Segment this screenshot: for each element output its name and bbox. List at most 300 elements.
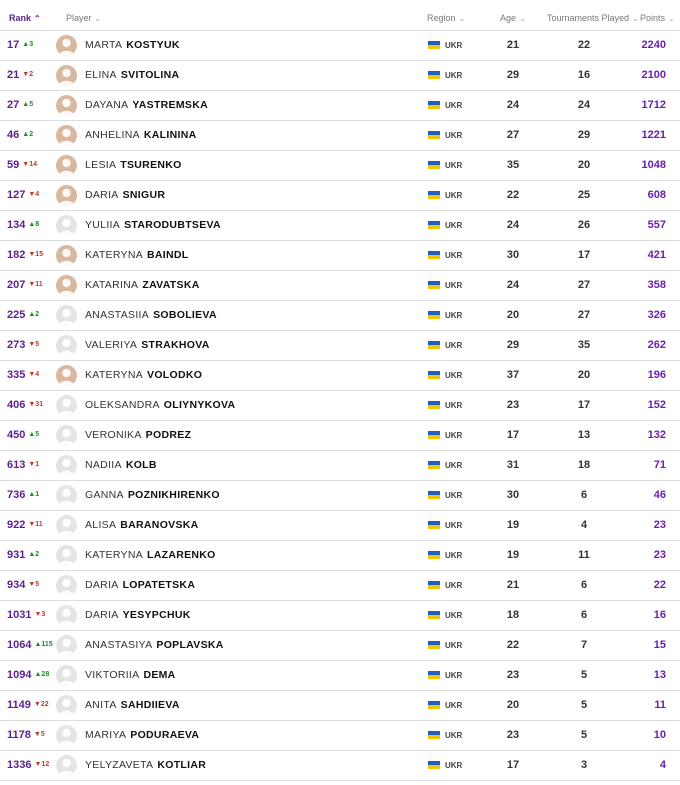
points-cell: 11 — [654, 699, 666, 711]
rank-move-value: 5 — [35, 581, 40, 588]
points-cell: 10 — [653, 729, 666, 741]
rank-move — [28, 581, 39, 588]
rank-move-value: 3 — [29, 41, 34, 48]
rank-move — [34, 761, 49, 768]
rank-cell — [7, 541, 39, 570]
player-last-name: VOLODKO — [147, 369, 203, 381]
region-code: UKR — [445, 371, 463, 380]
rank-value: 1336 — [7, 759, 32, 771]
player-last-name: PODREZ — [145, 429, 192, 441]
region-code: UKR — [445, 671, 463, 680]
rank-value: 450 — [7, 429, 26, 441]
rank-move — [22, 131, 33, 138]
player-name-link[interactable] — [85, 571, 195, 600]
rank-move-value: 1 — [35, 491, 40, 498]
player-name-link[interactable] — [85, 31, 180, 60]
points-cell: 4 — [659, 759, 666, 771]
avatar-silhouette-icon — [56, 125, 77, 146]
rank-cell — [7, 751, 49, 780]
header-region-sort[interactable] — [427, 0, 465, 30]
age-cell: 17 — [506, 429, 520, 441]
arrow-down-icon: ▼ — [28, 281, 36, 288]
rank-cell — [7, 601, 45, 630]
player-avatar[interactable] — [56, 35, 77, 56]
avatar-silhouette-icon — [56, 155, 77, 176]
player-last-name: POPLAVSKA — [156, 639, 224, 651]
avatar-silhouette-icon — [56, 65, 77, 86]
player-last-name: KOTLIAR — [157, 759, 207, 771]
points-cell: 152 — [647, 399, 666, 411]
rank-cell — [7, 331, 39, 360]
player-name-link[interactable] — [85, 721, 199, 750]
player-avatar[interactable] — [56, 335, 77, 356]
arrow-down-icon: ▼ — [22, 71, 30, 78]
rank-move-value: 15 — [35, 251, 44, 258]
player-last-name: TSURENKO — [120, 159, 182, 171]
rank-cell — [7, 151, 37, 180]
player-first-name: YELYZAVETA — [85, 759, 154, 771]
region-code: UKR — [445, 461, 463, 470]
player-first-name: ANITA — [85, 699, 117, 711]
rank-value: 1094 — [7, 669, 32, 681]
player-avatar[interactable] — [56, 755, 77, 776]
tournaments-cell: 3 — [580, 759, 588, 771]
age-cell: 22 — [506, 189, 520, 201]
player-last-name: KALININA — [143, 129, 197, 141]
avatar-silhouette-icon — [56, 665, 77, 686]
avatar-silhouette-icon — [56, 635, 77, 656]
player-first-name: ELINA — [85, 69, 117, 81]
table-row[interactable] — [0, 751, 680, 781]
player-name-link[interactable] — [85, 91, 208, 120]
header-rank-label: Rank — [9, 13, 32, 23]
region-code: UKR — [445, 161, 463, 170]
player-name-link[interactable] — [85, 271, 200, 300]
player-first-name: ANASTASIIA — [85, 309, 150, 321]
player-name-link[interactable] — [85, 391, 235, 420]
rank-cell — [7, 451, 39, 480]
player-name-link[interactable] — [85, 61, 179, 90]
age-cell: 19 — [506, 549, 520, 561]
tournaments-cell: 11 — [578, 549, 590, 561]
tournaments-cell: 22 — [577, 39, 591, 51]
tournaments-cell: 5 — [580, 669, 588, 681]
player-avatar[interactable] — [56, 185, 77, 206]
arrow-down-icon: ▼ — [28, 251, 36, 258]
player-avatar[interactable] — [56, 395, 77, 416]
chevron-down-icon: ⌄ — [519, 14, 526, 23]
tournaments-cell: 6 — [580, 489, 588, 501]
rank-cell — [7, 211, 39, 240]
region-cell — [428, 91, 462, 120]
table-row[interactable] — [0, 121, 680, 151]
rank-move — [28, 401, 43, 408]
header-tournaments-label: Tournaments Played — [547, 13, 630, 23]
arrow-down-icon: ▼ — [28, 191, 36, 198]
points-cell: 46 — [653, 489, 666, 501]
ukraine-flag-icon — [428, 371, 440, 379]
rank-cell — [7, 721, 45, 750]
chevron-down-icon: ⌄ — [632, 14, 639, 23]
header-points-sort[interactable] — [640, 0, 675, 30]
rank-cell — [7, 511, 43, 540]
rank-move — [28, 191, 39, 198]
player-avatar[interactable] — [56, 275, 77, 296]
tournaments-cell: 29 — [577, 129, 591, 141]
rank-cell — [7, 421, 39, 450]
player-first-name: DARIA — [85, 579, 119, 591]
rank-value: 27 — [7, 99, 20, 111]
player-avatar[interactable] — [56, 65, 77, 86]
arrow-down-icon: ▼ — [28, 401, 36, 408]
region-code: UKR — [445, 281, 463, 290]
avatar-silhouette-icon — [56, 725, 77, 746]
region-cell — [428, 211, 462, 240]
rank-cell — [7, 121, 33, 150]
table-row[interactable] — [0, 181, 680, 211]
rank-move-value: 12 — [41, 761, 50, 768]
age-cell: 37 — [506, 369, 520, 381]
table-row[interactable] — [0, 91, 680, 121]
region-code: UKR — [445, 701, 463, 710]
rank-value: 207 — [7, 279, 26, 291]
header-tournaments-sort[interactable] — [547, 0, 639, 30]
player-avatar[interactable] — [56, 605, 77, 626]
region-cell — [428, 661, 462, 690]
player-name-link[interactable] — [85, 121, 196, 150]
tournaments-cell: 7 — [580, 639, 588, 651]
rank-move-value: 5 — [40, 731, 45, 738]
region-cell — [428, 151, 462, 180]
table-row[interactable] — [0, 271, 680, 301]
player-name-link[interactable] — [85, 691, 180, 720]
table-row[interactable] — [0, 481, 680, 511]
points-cell: 196 — [647, 369, 666, 381]
rank-value: 613 — [7, 459, 26, 471]
rank-value: 931 — [7, 549, 26, 561]
player-name-link[interactable] — [85, 511, 199, 540]
table-row[interactable] — [0, 451, 680, 481]
player-name-link[interactable] — [85, 421, 191, 450]
points-cell: 608 — [647, 189, 666, 201]
rank-cell — [7, 301, 39, 330]
player-first-name: ALISA — [85, 519, 117, 531]
player-name-link[interactable] — [85, 211, 221, 240]
rank-move-value: 115 — [41, 641, 53, 648]
player-avatar[interactable] — [56, 725, 77, 746]
avatar-silhouette-icon — [56, 245, 77, 266]
player-avatar[interactable] — [56, 635, 77, 656]
region-cell — [428, 31, 462, 60]
region-code: UKR — [445, 401, 463, 410]
ukraine-flag-icon — [428, 641, 440, 649]
player-avatar[interactable] — [56, 305, 77, 326]
player-name-link[interactable] — [85, 661, 176, 690]
table-row[interactable] — [0, 241, 680, 271]
points-cell: 358 — [647, 279, 666, 291]
table-row[interactable] — [0, 331, 680, 361]
rank-move-value: 1 — [35, 461, 40, 468]
arrow-down-icon: ▼ — [28, 461, 36, 468]
ukraine-flag-icon — [428, 671, 440, 679]
region-cell — [428, 361, 462, 390]
player-first-name: DAYANA — [85, 99, 129, 111]
region-code: UKR — [445, 731, 463, 740]
table-row[interactable] — [0, 691, 680, 721]
tournaments-cell: 5 — [580, 729, 588, 741]
player-last-name: BAINDL — [147, 249, 189, 261]
rank-move-value: 5 — [35, 341, 40, 348]
chevron-up-icon: ⌃ — [34, 14, 41, 23]
region-code: UKR — [445, 761, 463, 770]
avatar-silhouette-icon — [56, 215, 77, 236]
age-cell: 21 — [506, 579, 520, 591]
player-avatar[interactable] — [56, 575, 77, 596]
rank-move-value: 2 — [35, 551, 40, 558]
player-name-link[interactable] — [85, 541, 216, 570]
table-row[interactable] — [0, 61, 680, 91]
player-last-name: ZAVATSKA — [142, 279, 200, 291]
player-first-name: MARIYA — [85, 729, 127, 741]
chevron-down-icon: ⌄ — [94, 14, 102, 23]
avatar-silhouette-icon — [56, 95, 77, 116]
rank-move — [34, 641, 52, 648]
rank-move-value: 2 — [29, 131, 34, 138]
table-row[interactable] — [0, 151, 680, 181]
rank-value: 1064 — [7, 639, 32, 651]
tournaments-cell: 20 — [577, 369, 591, 381]
rank-value: 225 — [7, 309, 26, 321]
tournaments-cell: 4 — [580, 519, 588, 531]
age-cell: 19 — [506, 519, 520, 531]
rank-cell — [7, 31, 33, 60]
player-name-link[interactable] — [85, 331, 210, 360]
points-cell: 23 — [653, 519, 666, 531]
points-cell: 2240 — [641, 39, 666, 51]
avatar-silhouette-icon — [56, 395, 77, 416]
player-avatar[interactable] — [56, 365, 77, 386]
player-last-name: STARODUBTSEVA — [124, 219, 221, 231]
ukraine-flag-icon — [428, 521, 440, 529]
arrow-up-icon: ▲ — [28, 311, 36, 318]
age-cell: 27 — [506, 129, 520, 141]
table-row[interactable] — [0, 421, 680, 451]
tournaments-cell: 25 — [577, 189, 591, 201]
arrow-down-icon: ▼ — [34, 611, 42, 618]
table-row[interactable] — [0, 30, 680, 61]
player-last-name: YESYPCHUK — [122, 609, 191, 621]
age-cell: 23 — [506, 399, 520, 411]
tournaments-cell: 16 — [577, 69, 591, 81]
header-player-label: Player — [66, 13, 92, 23]
table-row[interactable] — [0, 721, 680, 751]
player-avatar[interactable] — [56, 425, 77, 446]
rank-value: 21 — [7, 69, 20, 81]
rank-cell — [7, 661, 49, 690]
points-cell: 22 — [653, 579, 666, 591]
ukraine-flag-icon — [428, 41, 440, 49]
table-row[interactable] — [0, 391, 680, 421]
table-row[interactable] — [0, 511, 680, 541]
player-last-name: YASTREMSKA — [132, 99, 208, 111]
arrow-up-icon: ▲ — [34, 641, 42, 648]
rank-value: 335 — [7, 369, 26, 381]
player-avatar[interactable] — [56, 545, 77, 566]
region-cell — [428, 331, 462, 360]
region-cell — [428, 631, 462, 660]
header-age-sort[interactable] — [500, 0, 526, 30]
player-last-name: OLIYNYKOVA — [163, 399, 236, 411]
age-cell: 24 — [506, 219, 520, 231]
tournaments-cell: 35 — [577, 339, 591, 351]
ukraine-flag-icon — [428, 551, 440, 559]
player-name-link[interactable] — [85, 481, 220, 510]
table-row[interactable] — [0, 301, 680, 331]
age-cell: 35 — [506, 159, 520, 171]
points-cell: 71 — [653, 459, 666, 471]
tournaments-cell: 17 — [577, 249, 591, 261]
player-first-name: VERONIKA — [85, 429, 142, 441]
ukraine-flag-icon — [428, 71, 440, 79]
player-name-link[interactable] — [85, 151, 182, 180]
rank-move-value: 5 — [29, 101, 34, 108]
player-avatar[interactable] — [56, 215, 77, 236]
ukraine-flag-icon — [428, 401, 440, 409]
player-last-name: LAZARENKO — [147, 549, 216, 561]
region-cell — [428, 601, 462, 630]
age-cell: 17 — [506, 759, 520, 771]
player-last-name: KOSTYUK — [126, 39, 180, 51]
header-age-label: Age — [500, 13, 517, 23]
points-cell: 326 — [647, 309, 666, 321]
arrow-down-icon: ▼ — [28, 581, 36, 588]
tournaments-cell: 6 — [580, 579, 588, 591]
avatar-silhouette-icon — [56, 455, 77, 476]
region-cell — [428, 391, 462, 420]
rank-move — [28, 311, 39, 318]
player-name-link[interactable] — [85, 301, 217, 330]
header-player-sort[interactable] — [66, 0, 101, 30]
age-cell: 24 — [506, 99, 520, 111]
table-row[interactable] — [0, 211, 680, 241]
player-avatar[interactable] — [56, 125, 77, 146]
player-name-link[interactable] — [85, 241, 189, 270]
avatar-silhouette-icon — [56, 695, 77, 716]
tournaments-cell: 17 — [577, 399, 591, 411]
region-cell — [428, 181, 462, 210]
rank-move — [34, 671, 49, 678]
rank-move — [28, 431, 39, 438]
player-name-link[interactable] — [85, 181, 165, 210]
region-code: UKR — [445, 71, 463, 80]
region-cell — [428, 451, 462, 480]
rank-move-value: 8 — [35, 221, 40, 228]
rank-value: 46 — [7, 129, 20, 141]
avatar-silhouette-icon — [56, 305, 77, 326]
table-row[interactable] — [0, 631, 680, 661]
rank-cell — [7, 241, 43, 270]
player-avatar[interactable] — [56, 245, 77, 266]
table-row[interactable] — [0, 541, 680, 571]
player-avatar[interactable] — [56, 665, 77, 686]
rank-move — [34, 701, 49, 708]
ukraine-flag-icon — [428, 701, 440, 709]
points-cell: 1712 — [641, 99, 666, 111]
ukraine-flag-icon — [428, 311, 440, 319]
arrow-down-icon: ▼ — [28, 521, 36, 528]
region-code: UKR — [445, 101, 463, 110]
region-code: UKR — [445, 551, 463, 560]
arrow-down-icon: ▼ — [34, 761, 42, 768]
player-name-link[interactable] — [85, 751, 206, 780]
player-name-link[interactable] — [85, 601, 191, 630]
player-avatar[interactable] — [56, 515, 77, 536]
table-row[interactable] — [0, 361, 680, 391]
player-first-name: KATERYNA — [85, 369, 144, 381]
region-code: UKR — [445, 491, 463, 500]
region-code: UKR — [445, 431, 463, 440]
player-first-name: OLEKSANDRA — [85, 399, 160, 411]
rank-move — [22, 101, 33, 108]
player-name-link[interactable] — [85, 451, 157, 480]
player-avatar[interactable] — [56, 155, 77, 176]
rank-cell — [7, 61, 33, 90]
chevron-down-icon: ⌄ — [458, 14, 466, 23]
player-last-name: SNIGUR — [122, 189, 166, 201]
player-avatar[interactable] — [56, 95, 77, 116]
player-avatar[interactable] — [56, 485, 77, 506]
rank-value: 127 — [7, 189, 26, 201]
region-cell — [428, 301, 462, 330]
tournaments-cell: 24 — [577, 99, 591, 111]
points-cell: 262 — [647, 339, 666, 351]
age-cell: 21 — [506, 39, 520, 51]
rank-value: 17 — [7, 39, 20, 51]
table-row[interactable] — [0, 661, 680, 691]
player-name-link[interactable] — [85, 361, 202, 390]
rank-cell — [7, 91, 33, 120]
rank-cell — [7, 571, 39, 600]
region-cell — [428, 421, 462, 450]
player-avatar[interactable] — [56, 455, 77, 476]
arrow-up-icon: ▲ — [28, 221, 36, 228]
player-name-link[interactable] — [85, 631, 224, 660]
age-cell: 29 — [506, 69, 520, 81]
player-last-name: SOBOLIEVA — [153, 309, 217, 321]
points-cell: 421 — [647, 249, 666, 261]
table-row[interactable] — [0, 571, 680, 601]
player-first-name: DARIA — [85, 609, 119, 621]
rank-move — [28, 221, 39, 228]
region-code: UKR — [445, 251, 463, 260]
player-last-name: SVITOLINA — [120, 69, 180, 81]
arrow-up-icon: ▲ — [22, 131, 30, 138]
rank-move-value: 5 — [35, 431, 40, 438]
region-cell — [428, 541, 462, 570]
header-rank-sort[interactable] — [9, 0, 41, 30]
rank-move-value: 4 — [35, 371, 40, 378]
table-row[interactable] — [0, 601, 680, 631]
rank-move-value: 4 — [35, 191, 40, 198]
rank-value: 134 — [7, 219, 26, 231]
region-code: UKR — [445, 311, 463, 320]
player-avatar[interactable] — [56, 695, 77, 716]
player-last-name: SAHDIIEVA — [120, 699, 180, 711]
age-cell: 23 — [506, 729, 520, 741]
rank-value: 922 — [7, 519, 26, 531]
avatar-silhouette-icon — [56, 545, 77, 566]
player-first-name: VALERIYA — [85, 339, 138, 351]
